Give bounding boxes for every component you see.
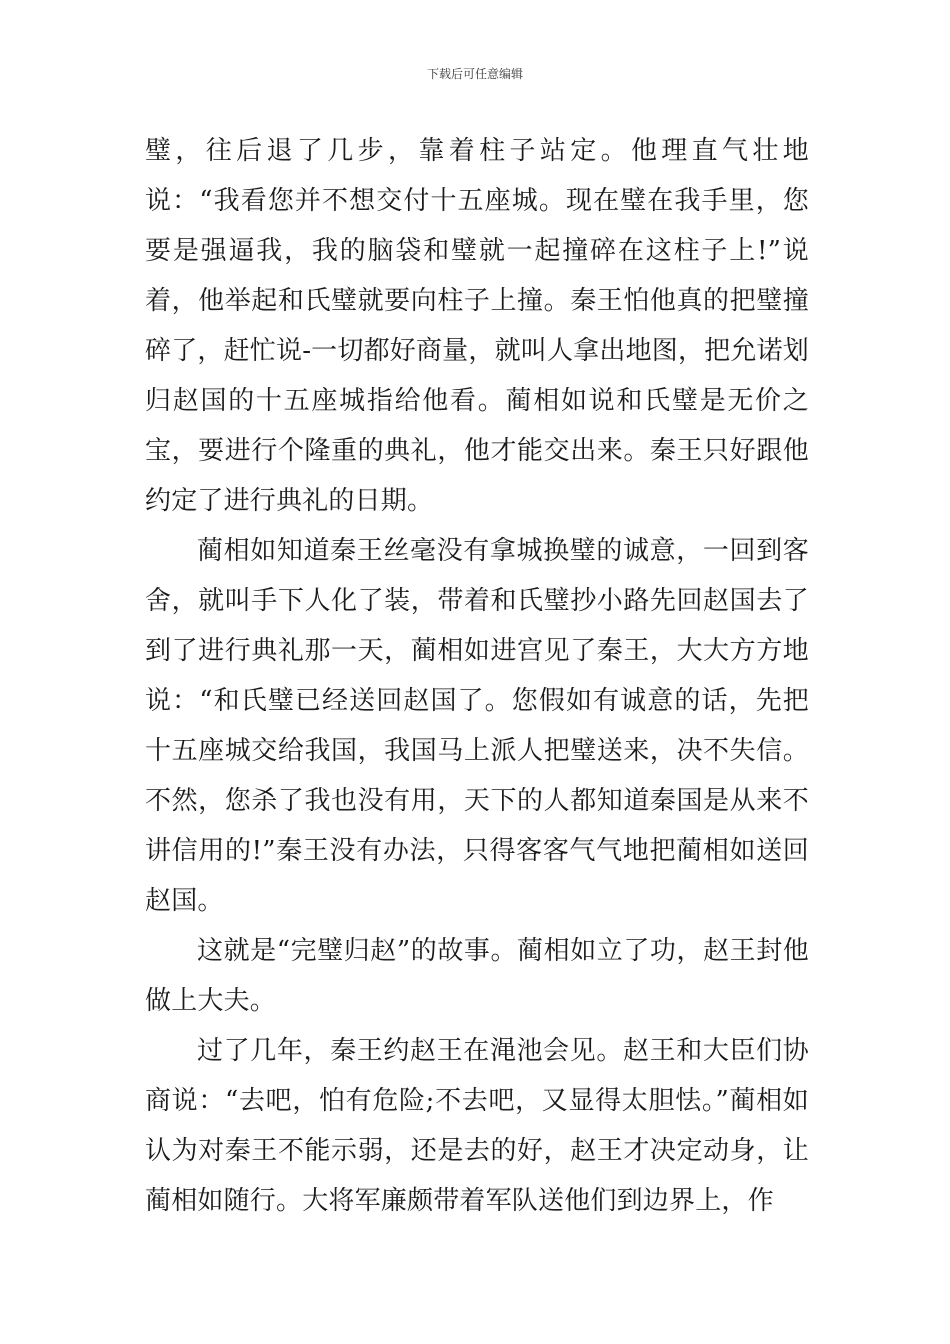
paragraph-4: 过了几年，秦王约赵王在渑池会见。赵王和大臣们协商说：“去吧，怕有危险;不去吧，又显得太胆怯。”蔺相如认为对秦王不能示弱，还是去的好，赵王才决定动身，让蔺相如随行。大将军廉颇带着军队送他们到边界上，作 bbox=[145, 1036, 809, 1216]
paragraph-1: 璧，往后退了几步，靠着柱子站定。他理直气壮地说：“我看您并不想交付十五座城。现在璧在我手里，您要是强逼我，我的脑袋和璧就一起撞碎在这柱子上!”说着，他举起和氏璧就要向柱子上撞。秦王怕他真的把璧撞碎了，赶忙说-一切都好商量，就叫人拿出地图，把允诺划归赵国的十五座城指给他看。蔺相如说和氏璧是无价之宝，要进行个隆重的典礼，他才能交出来。秦王只好跟他约定了进行典礼的日期。 bbox=[145, 136, 809, 516]
paragraph-2: 蔺相如知道秦王丝毫没有拿城换璧的诚意，一回到客舍，就叫手下人化了装，带着和氏璧抄小路先回赵国去了到了进行典礼那一天，蔺相如进宫见了秦王，大大方方地说：“和氏璧已经送回赵国了。您假如有诚意的话，先把十五座城交给我国，我国马上派人把璧送来，决不失信。不然，您杀了我也没有用，天下的人都知道秦国是从来不讲信用的!”秦王没有办法，只得客客气气地把蔺相如送回赵国。 bbox=[145, 536, 809, 916]
paragraph-3: 这就是“完璧归赵”的故事。蔺相如立了功，赵王封他做上大夫。 bbox=[145, 936, 809, 1016]
document-body bbox=[145, 126, 809, 1226]
page-header: 下载后可任意编辑 bbox=[426, 67, 523, 81]
